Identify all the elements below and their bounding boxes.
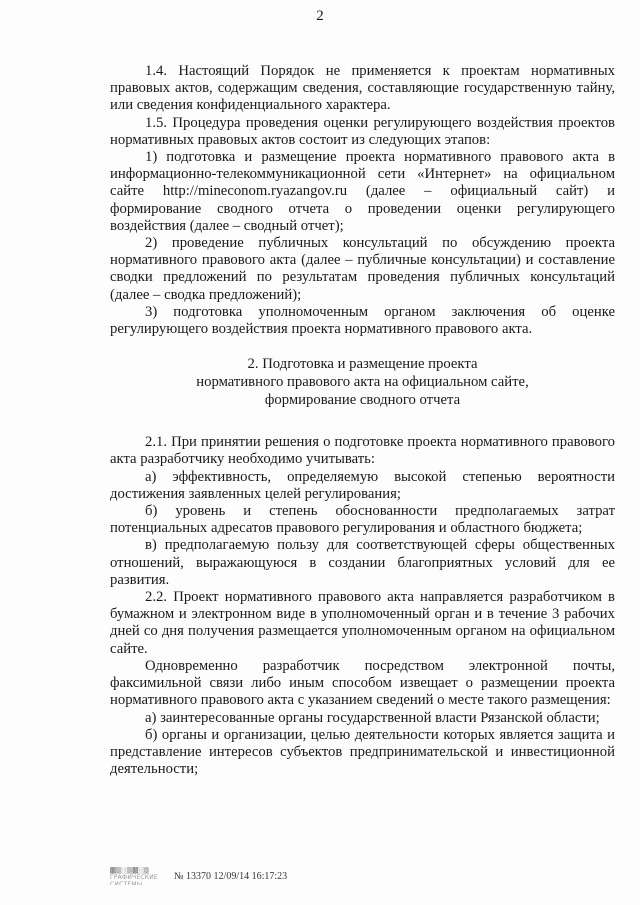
paragraph-2-2: 2.2. Проект нормативного правового акта направляется разработчиком в бумажном и электронном виде в уполномоченный орган и в течение 3 рабочих дней со дня получения размещается уполномоченным органом на официальном сайте. [110,589,615,657]
section-heading-line-3: формирование сводного отчета [264,392,461,409]
document-footer [110,865,287,887]
section-heading-line-2: нормативного правового акта на официальном сайте, [196,374,529,391]
paragraph-1-4: 1.4. Настоящий Порядок не применяется к проектам нормативных правовых актов, содержащим сведения, составляющие государственную тайну, или сведения конфиденциального характера. [110,63,615,114]
list-item-2: 2) проведение публичных консультаций по обсуждению проекта нормативного правового акта (далее – публичные консультации) и составление сводки предложений по результатам проведения публичных консультаций (далее – сводка предложений); [110,235,615,303]
document-body [110,63,615,778]
list-item-b-2: б) органы и организации, целью деятельности которых является защита и представление интересов субъектов предпринимательской и инвестиционной деятельности; [110,726,615,778]
list-item-a-2: а) заинтересованные органы государственной власти Рязанской области; [145,709,600,726]
document-registration-info: № 13370 12/09/14 16:17:23 [174,870,288,882]
list-item-1: 1) подготовка и размещение проекта нормативного правового акта в информационно-телекоммуникационной сети «Интернет» на официальном сайте http://mineconom.ryazangov.ru (далее – официальный сайт) и формирование сводного отчета о проведении оценки регулирующего воздействия (далее – сводный отчет); [110,149,615,234]
list-item-c: в) предполагаемую пользу для соответствующей сферы общественных отношений, выражающуюся в создании благоприятных условий для ее развития. [110,537,615,588]
stamp-text: ГРАФИЧЕСКИЕ СИСТЕМЫ [110,874,158,885]
paragraph-1-5: 1.5. Процедура проведения оценки регулирующего воздействия проектов нормативных правовых актов состоит из следующих этапов: [110,114,615,148]
list-item-a: а) эффективность, определяемую высокой степенью вероятности достижения заявленных целей регулирования; [110,468,615,502]
list-item-3: 3) подготовка уполномоченным органом заключения об оценке регулирующего воздействия проекта нормативного правового акта. [110,303,615,338]
list-item-b: б) уровень и степень обоснованности предполагаемых затрат потенциальных адресатов правового регулирования и областного бюджета; [110,503,615,537]
section-heading-line-1: 2. Подготовка и размещение проекта [247,356,478,373]
paragraph-2-1: 2.1. При принятии решения о подготовке проекта нормативного правового акта разработчику необходимо учитывать: [110,434,615,468]
page-number: 2 [316,8,324,24]
paragraph-simultaneously: Одновременно разработчик посредством электронной почты, факсимильной связи либо иным способом извещает о размещении проекта нормативного правового акта с указанием сведений о месте такого размещения: [110,657,615,709]
stamp-logo: ▓▒░▒▓░▒ ГРАФИЧЕСКИЕ СИСТЕМЫ [110,867,168,885]
section-heading [110,355,615,409]
